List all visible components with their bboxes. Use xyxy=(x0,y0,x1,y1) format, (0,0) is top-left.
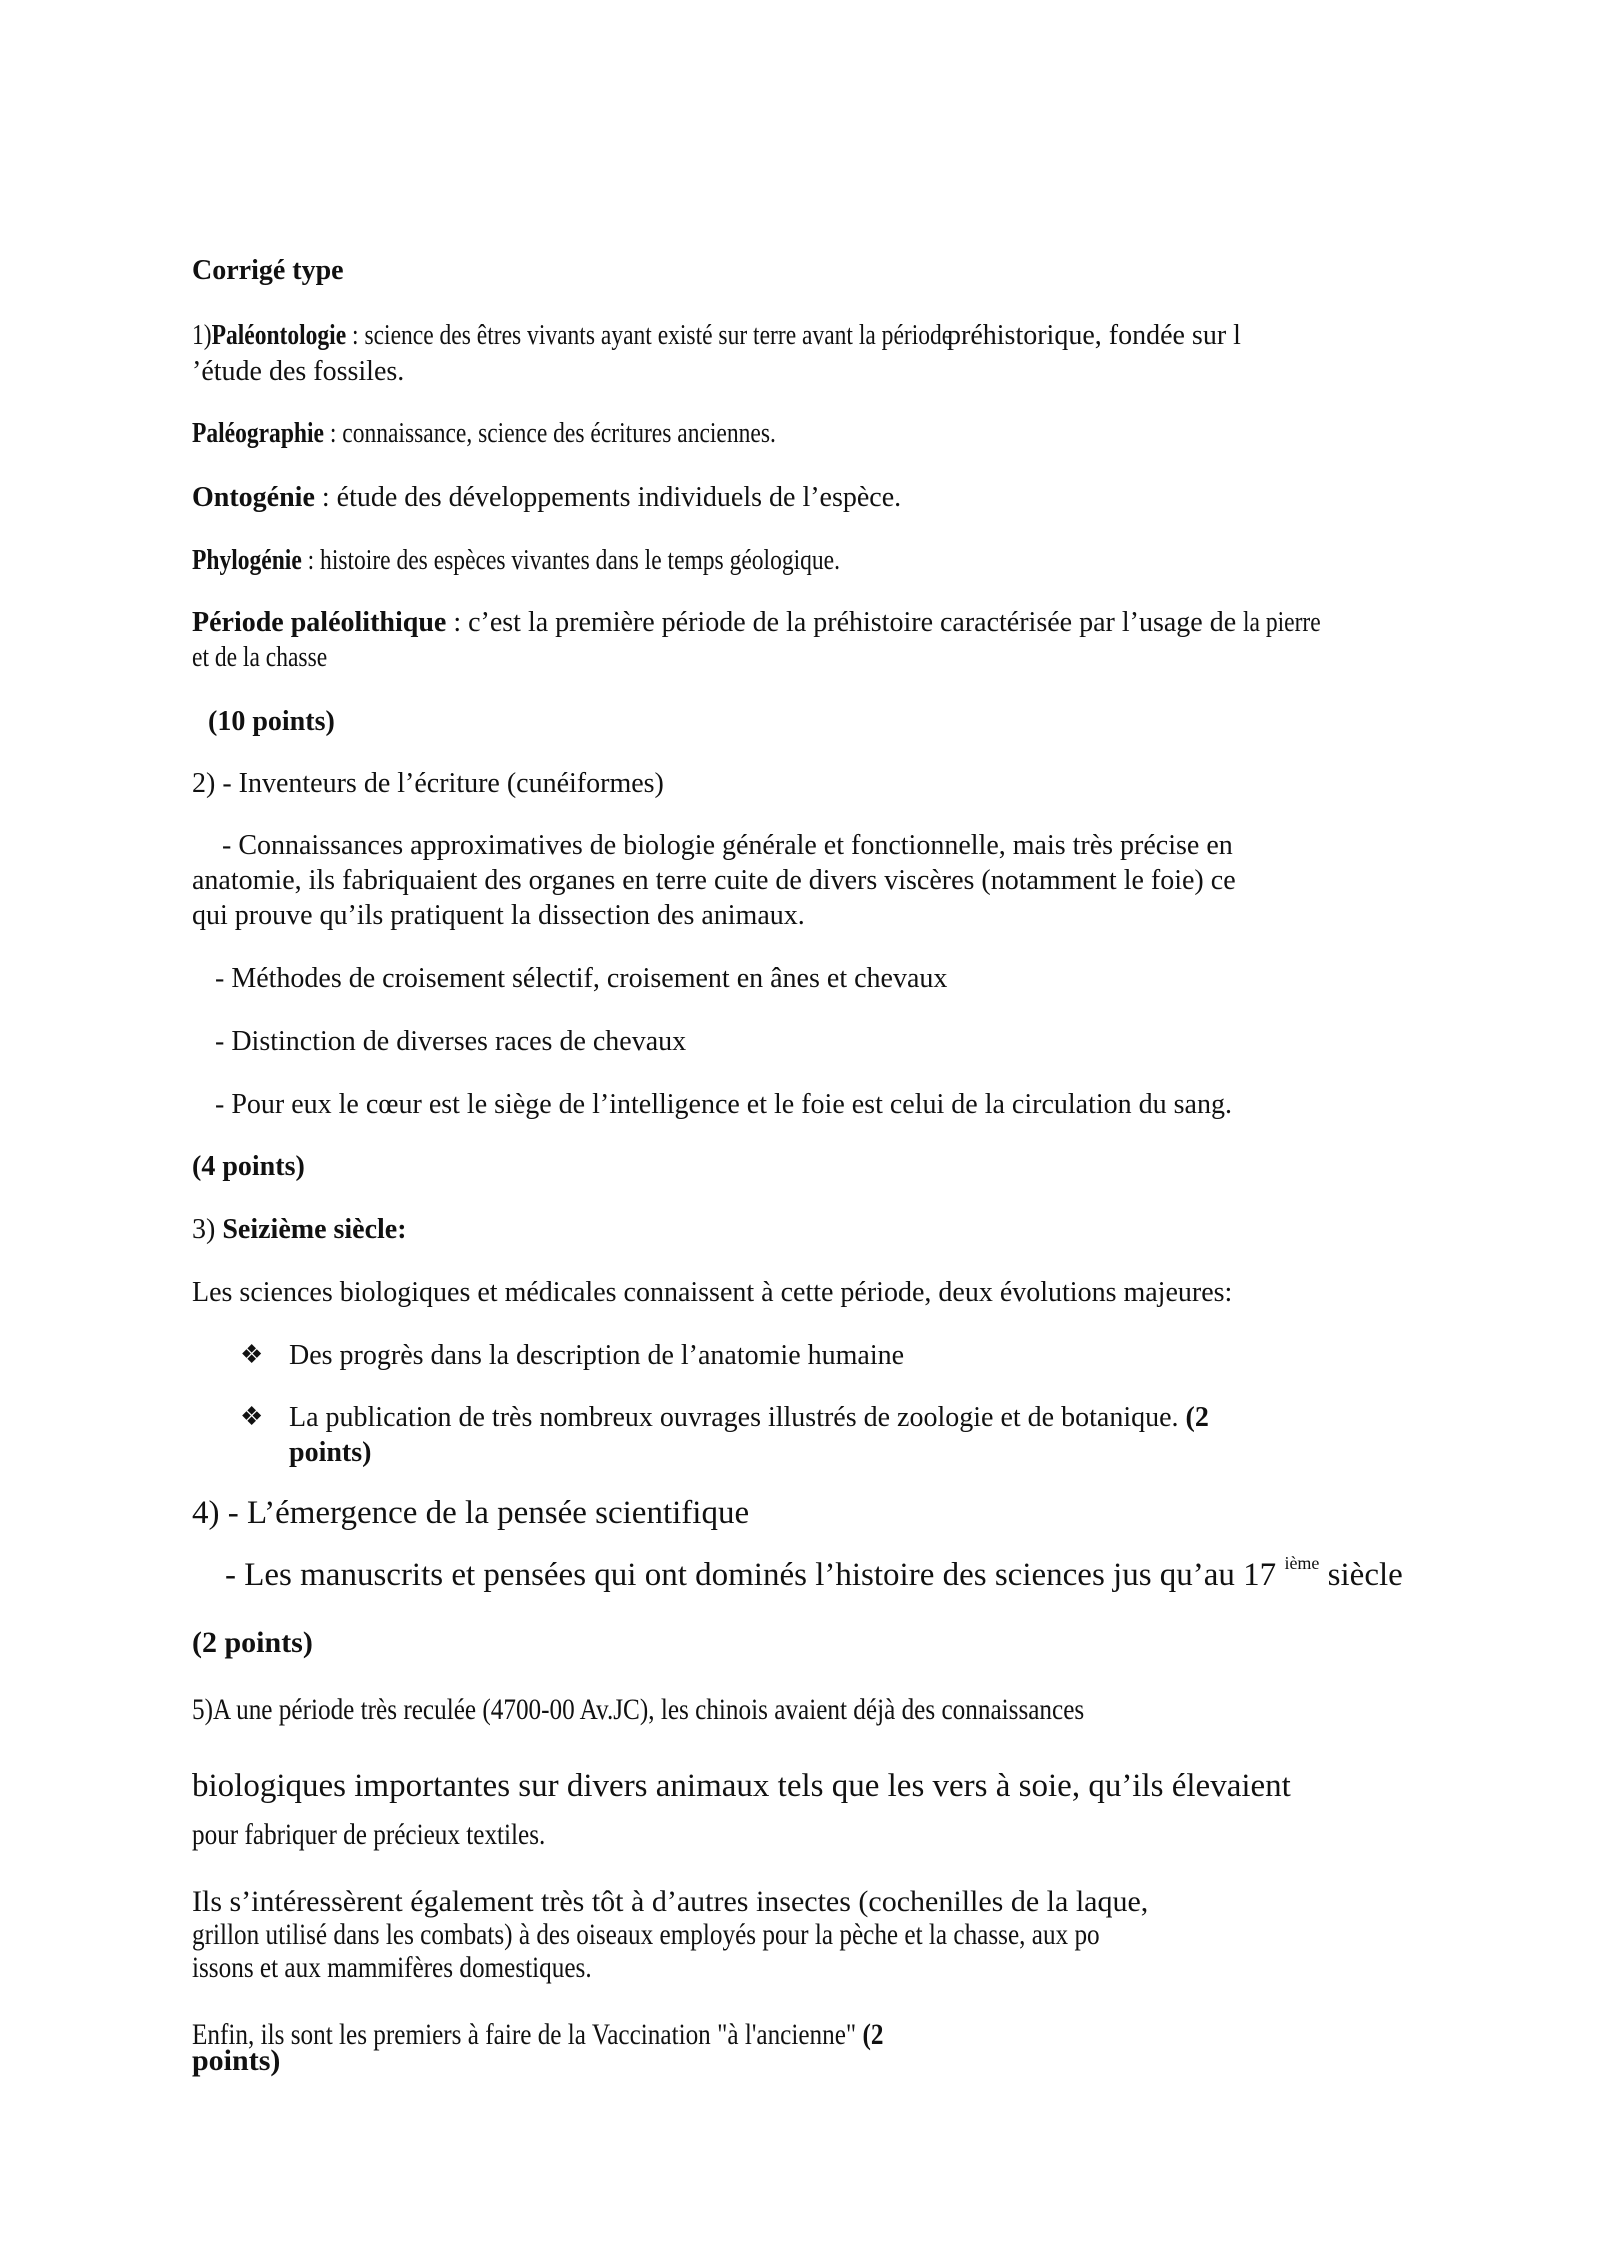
paleontologie-def: : science des êtres vivants ayant existé sur terre avant la période xyxy=(346,320,953,351)
paleographie-term: Paléographie xyxy=(192,418,324,449)
diamond-bullet-icon: ❖ xyxy=(240,1402,264,1431)
q2-item2: - Distinction de diverses races de chevaux xyxy=(215,1026,687,1057)
q3-bullet1: Des progrès dans la description de l’anatomie humaine xyxy=(289,1340,905,1371)
q5-para2-line3 xyxy=(192,1951,668,1985)
paleontologie-line1 xyxy=(192,320,1241,352)
q2-points: (4 points) xyxy=(192,1151,305,1182)
q2-item1: - Méthodes de croisement sélectif, croisement en ânes et chevaux xyxy=(215,963,948,994)
q3-number: 3) xyxy=(192,1214,223,1245)
paleontologie-line2: ’étude des fossiles. xyxy=(192,356,405,387)
q5-line1 xyxy=(192,1693,1254,1727)
q3-bullet2-line2: points) xyxy=(289,1437,372,1468)
paleolithique-term: Période paléolithique xyxy=(192,607,447,638)
ontogenie-term: Ontogénie xyxy=(192,482,315,513)
q5-para3-text: Enfin, ils sont les premiers à faire de la Vaccination "à l'ancienne" xyxy=(192,2018,863,2051)
q5-para2-line2 xyxy=(192,1918,1273,1952)
q5-para2-line2-text: grillon utilisé dans les combats) à des oiseaux employés pour la pèche et la chasse, aux po xyxy=(192,1918,1100,1951)
ontogenie-def: : étude des développements individuels de l’espèce. xyxy=(314,482,902,513)
q5-line2: biologiques importantes sur divers animaux tels que les vers à soie, qu’ils élevaient xyxy=(192,1768,1291,1804)
q4-line2-superscript: ième xyxy=(1284,1553,1320,1573)
ontogenie-line xyxy=(192,482,901,514)
q3-bullet2-line1 xyxy=(289,1402,1209,1434)
q3-bullet2-points: (2 xyxy=(1185,1402,1209,1433)
phylogenie-line xyxy=(192,545,963,577)
paleontologie-term: Paléontologie xyxy=(211,320,347,351)
page-title: Corrigé type xyxy=(192,255,344,286)
paleolithique-def-cont: la pierre xyxy=(1243,607,1321,638)
q4-line2-text: - Les manuscrits et pensées qui ont dominés l’histoire des sciences jus qu’au 17 xyxy=(225,1557,1285,1593)
q5-para2-line3-text: issons et aux mammifères domestiques. xyxy=(192,1951,592,1984)
q4-points: (2 points) xyxy=(192,1626,313,1659)
q5-line1-text: 5)A une période très reculée (4700-00 Av.JC), les chinois avaient déjà des connaissances xyxy=(192,1693,1085,1726)
paleographie-line xyxy=(192,418,887,450)
paleographie-def: : connaissance, science des écritures anciennes. xyxy=(323,418,776,449)
paleontologie-def-cont: préhistorique, fondée sur l xyxy=(947,320,1241,351)
q4-line2-end: siècle xyxy=(1319,1557,1403,1593)
phylogenie-def: : histoire des espèces vivantes dans le temps géologique. xyxy=(301,545,840,576)
q3-intro: Les sciences biologiques et médicales connaissent à cette période, deux évolutions majeures: xyxy=(192,1277,1233,1308)
q1-number: 1) xyxy=(192,320,212,351)
q1-points: (10 points) xyxy=(208,706,335,737)
q5-para3-points: (2 xyxy=(862,2018,884,2051)
q5-para3-line2: points) xyxy=(192,2044,281,2077)
q5-para3-line1 xyxy=(192,2018,1015,2052)
q3-heading-line xyxy=(192,1214,407,1246)
q5-para2-line1: Ils s’intéressèrent également très tôt à d’autres insectes (cochenilles de la laque, xyxy=(192,1885,1149,1918)
paleolithique-def2: et de la chasse xyxy=(192,642,328,673)
q2-para-line3: qui prouve qu’ils pratiquent la dissection des animaux. xyxy=(192,900,805,931)
paleolithique-def: : c’est la première période de la préhistoire caractérisée par l’usage de xyxy=(446,607,1244,638)
paleolithique-line1 xyxy=(192,607,1336,639)
q3-heading: Seizième siècle: xyxy=(222,1214,407,1245)
q5-line3-text: pour fabriquer de précieux textiles. xyxy=(192,1818,546,1851)
q2-para-line1: - Connaissances approximatives de biologie générale et fonctionnelle, mais très précise en xyxy=(222,830,1233,861)
q5-line3 xyxy=(192,1818,613,1852)
q3-bullet2-text: La publication de très nombreux ouvrages illustrés de zoologie et de botanique. xyxy=(289,1402,1186,1433)
q4-line2 xyxy=(225,1553,1403,1594)
diamond-bullet-icon: ❖ xyxy=(240,1340,264,1369)
paleolithique-line2 xyxy=(192,642,353,674)
q2-line1: 2) - Inventeurs de l’écriture (cunéiformes) xyxy=(192,768,664,799)
q4-line1: 4) - L’émergence de la pensée scientifique xyxy=(192,1495,750,1531)
q2-item3: - Pour eux le cœur est le siège de l’intelligence et le foie est celui de la circulation du sang. xyxy=(215,1089,1232,1120)
q2-para-line2: anatomie, ils fabriquaient des organes en terre cuite de divers viscères (notamment le foie) ce xyxy=(192,865,1236,896)
phylogenie-term: Phylogénie xyxy=(192,545,302,576)
